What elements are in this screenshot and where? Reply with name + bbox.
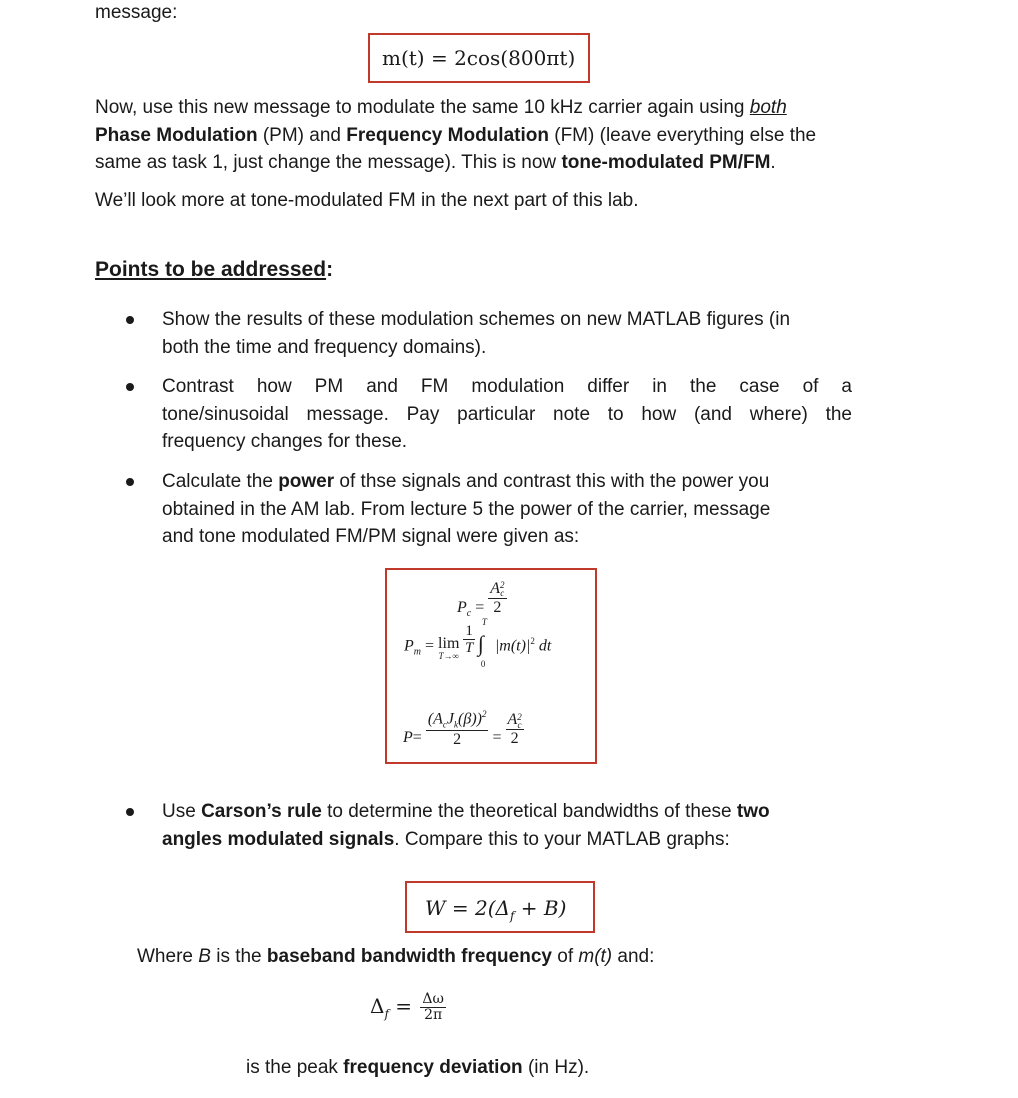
intro-paragraph	[95, 94, 875, 177]
final-text: (in Hz).	[522, 1057, 590, 1078]
bullet-3-line-1	[162, 468, 862, 496]
pm-fraction	[463, 623, 475, 657]
pm-symbol: P	[404, 637, 414, 655]
pc-num-sub: c	[500, 588, 505, 599]
term-frequency-deviation: frequency deviation	[343, 1057, 523, 1078]
delta-sub: f	[384, 1007, 389, 1022]
final-line	[246, 1057, 589, 1079]
delta-fraction	[420, 992, 446, 1024]
carson-tail: + B)	[514, 896, 567, 920]
term-power: power	[278, 471, 335, 492]
p-num: (A	[427, 710, 443, 728]
pm-frac-den: T	[464, 640, 474, 657]
p-num-c: c	[442, 719, 447, 730]
top-fragment: message:	[95, 2, 178, 23]
heading-colon: :	[326, 258, 334, 281]
delta-num: Δω	[422, 991, 444, 1007]
formula-pm: $P_m$ = lim T→∞ $\frac{1}{T}$ T ∫ 0 $|m(t)|^2$ dt	[404, 616, 552, 669]
bullet-2-line-2: tone/sinusoidal message. Pay particular note to how (and where) the	[162, 403, 852, 425]
pm-int-bot: 0	[480, 658, 486, 669]
intro-line-4: We’ll look more at tone-modulated FM in the next part of this lab.	[95, 190, 639, 211]
pc-subscript: c	[466, 607, 472, 619]
bullet-dot	[126, 316, 134, 324]
carson-sub: f	[510, 909, 515, 923]
carson-lhs: W = 2(Δ	[425, 896, 510, 920]
term-fm: Frequency Modulation	[346, 124, 549, 146]
pc-den: 2	[493, 598, 502, 616]
intro-text: (PM) and	[257, 124, 347, 146]
pc-num-sup: 2	[500, 580, 505, 591]
formula-p: P= $\frac{(A_cJ_k(\beta))^2}{2}$ = A 2 c 2	[403, 709, 522, 749]
p-rhs-den: 2	[510, 730, 519, 747]
pm-frac-num: 1	[465, 622, 473, 639]
bullet-3	[162, 468, 862, 551]
bullet-1	[162, 306, 870, 361]
message-equation: m(t) = 2cos(800πt)	[382, 46, 576, 70]
pc-num: A	[490, 580, 501, 597]
p-den: 2	[453, 731, 462, 749]
pm-subscript: m	[413, 646, 422, 658]
pc-symbol: P	[457, 598, 467, 616]
p-num-k: k	[454, 719, 459, 730]
where-text: and:	[612, 946, 655, 967]
bullet-1-line-2: both the time and frequency domains).	[162, 336, 487, 358]
term-angle-modulated: angles modulated signals	[162, 828, 395, 850]
p-num-j: J	[446, 710, 455, 728]
pc-fraction	[488, 580, 506, 616]
carson-equation	[425, 896, 566, 923]
integral-sign: T ∫ 0	[477, 616, 487, 669]
final-text: is the peak	[246, 1057, 344, 1078]
p-rhs-fraction	[506, 711, 524, 747]
where-text: of	[551, 946, 579, 967]
delta-formula	[370, 992, 446, 1024]
bullet-2-line-3: frequency changes for these.	[162, 431, 408, 452]
delta-lhs: Δ	[370, 994, 385, 1019]
p-rhs-sup: 2	[517, 711, 522, 722]
bullet-3-line-3: and tone modulated FM/PM signal were given as:	[162, 526, 580, 547]
term-pm: Phase Modulation	[95, 124, 258, 146]
bullet-dot	[126, 478, 134, 486]
message-equation-box	[368, 33, 590, 83]
p-fraction	[426, 710, 489, 749]
where-line	[137, 946, 654, 968]
intro-line-1	[95, 94, 875, 122]
where-b: B	[198, 946, 211, 967]
section-heading	[95, 258, 333, 282]
pm-integrand-sup: 2	[530, 636, 535, 646]
carson-equation-box	[405, 881, 595, 933]
bullet-1-line-1: Show the results of these modulation schemes on new MATLAB figures (in	[162, 309, 791, 330]
bullet-dot	[126, 383, 134, 391]
where-text: Where	[137, 946, 199, 967]
term-two: two	[736, 801, 770, 822]
intro-text: same as task 1, just change the message). This is now	[95, 152, 562, 173]
formula-pc: $P_c$ = A 2 c 2	[457, 580, 505, 619]
p-rhs-sub: c	[517, 719, 522, 730]
intro-text: (FM) (leave everything else the	[548, 124, 817, 146]
bullet-3-text: Calculate the	[162, 471, 279, 492]
delta-den: 2π	[424, 1007, 443, 1024]
bullet-dot	[126, 808, 134, 816]
p-rhs-num: A	[507, 711, 518, 729]
p-num-sup: 2	[481, 709, 487, 719]
pm-int-top: T	[481, 616, 487, 627]
bullet-4-text: . Compare this to your MATLAB graphs:	[394, 828, 730, 850]
power-formulas-box	[385, 568, 597, 764]
intro-line-3	[95, 149, 875, 177]
bullet-4-line-2	[162, 826, 862, 854]
pm-integrand: |m(t)|	[494, 637, 531, 655]
bullet-4-text: to determine the theoretical bandwidths of these	[321, 801, 737, 822]
intro-text: Now, use this new message to modulate the same 10 kHz carrier again using	[95, 97, 750, 118]
term-tone-modulated: tone-modulated PM/FM	[561, 152, 771, 173]
pm-dt: dt	[538, 637, 552, 655]
bullet-3-text: of thse signals and contrast this with the power you	[334, 471, 770, 492]
delta-eq: =	[395, 994, 413, 1019]
pm-lim-sub: T→∞	[438, 651, 459, 661]
p-symbol: P	[403, 729, 413, 747]
where-text: is the	[210, 946, 267, 967]
pm-lim: lim	[438, 635, 460, 652]
intro-text: .	[770, 152, 776, 173]
bullet-2	[162, 373, 852, 456]
p-num-beta: (β))	[458, 710, 482, 728]
bullet-4-text: Use	[162, 801, 202, 822]
where-mt: m(t)	[578, 946, 613, 967]
bullet-4-line-1	[162, 798, 862, 826]
heading-label: Points to be addressed	[95, 258, 327, 281]
emphasis-both: both	[749, 97, 787, 118]
bullet-2-line-1: Contrast how PM and FM modulation differ in the case of a	[162, 376, 852, 397]
bullet-4	[162, 798, 862, 853]
term-baseband: baseband bandwidth frequency	[266, 946, 552, 967]
bullet-3-line-2: obtained in the AM lab. From lecture 5 the power of the carrier, message	[162, 498, 771, 520]
term-carsons-rule: Carson’s rule	[201, 801, 322, 822]
intro-line-2	[95, 122, 875, 150]
